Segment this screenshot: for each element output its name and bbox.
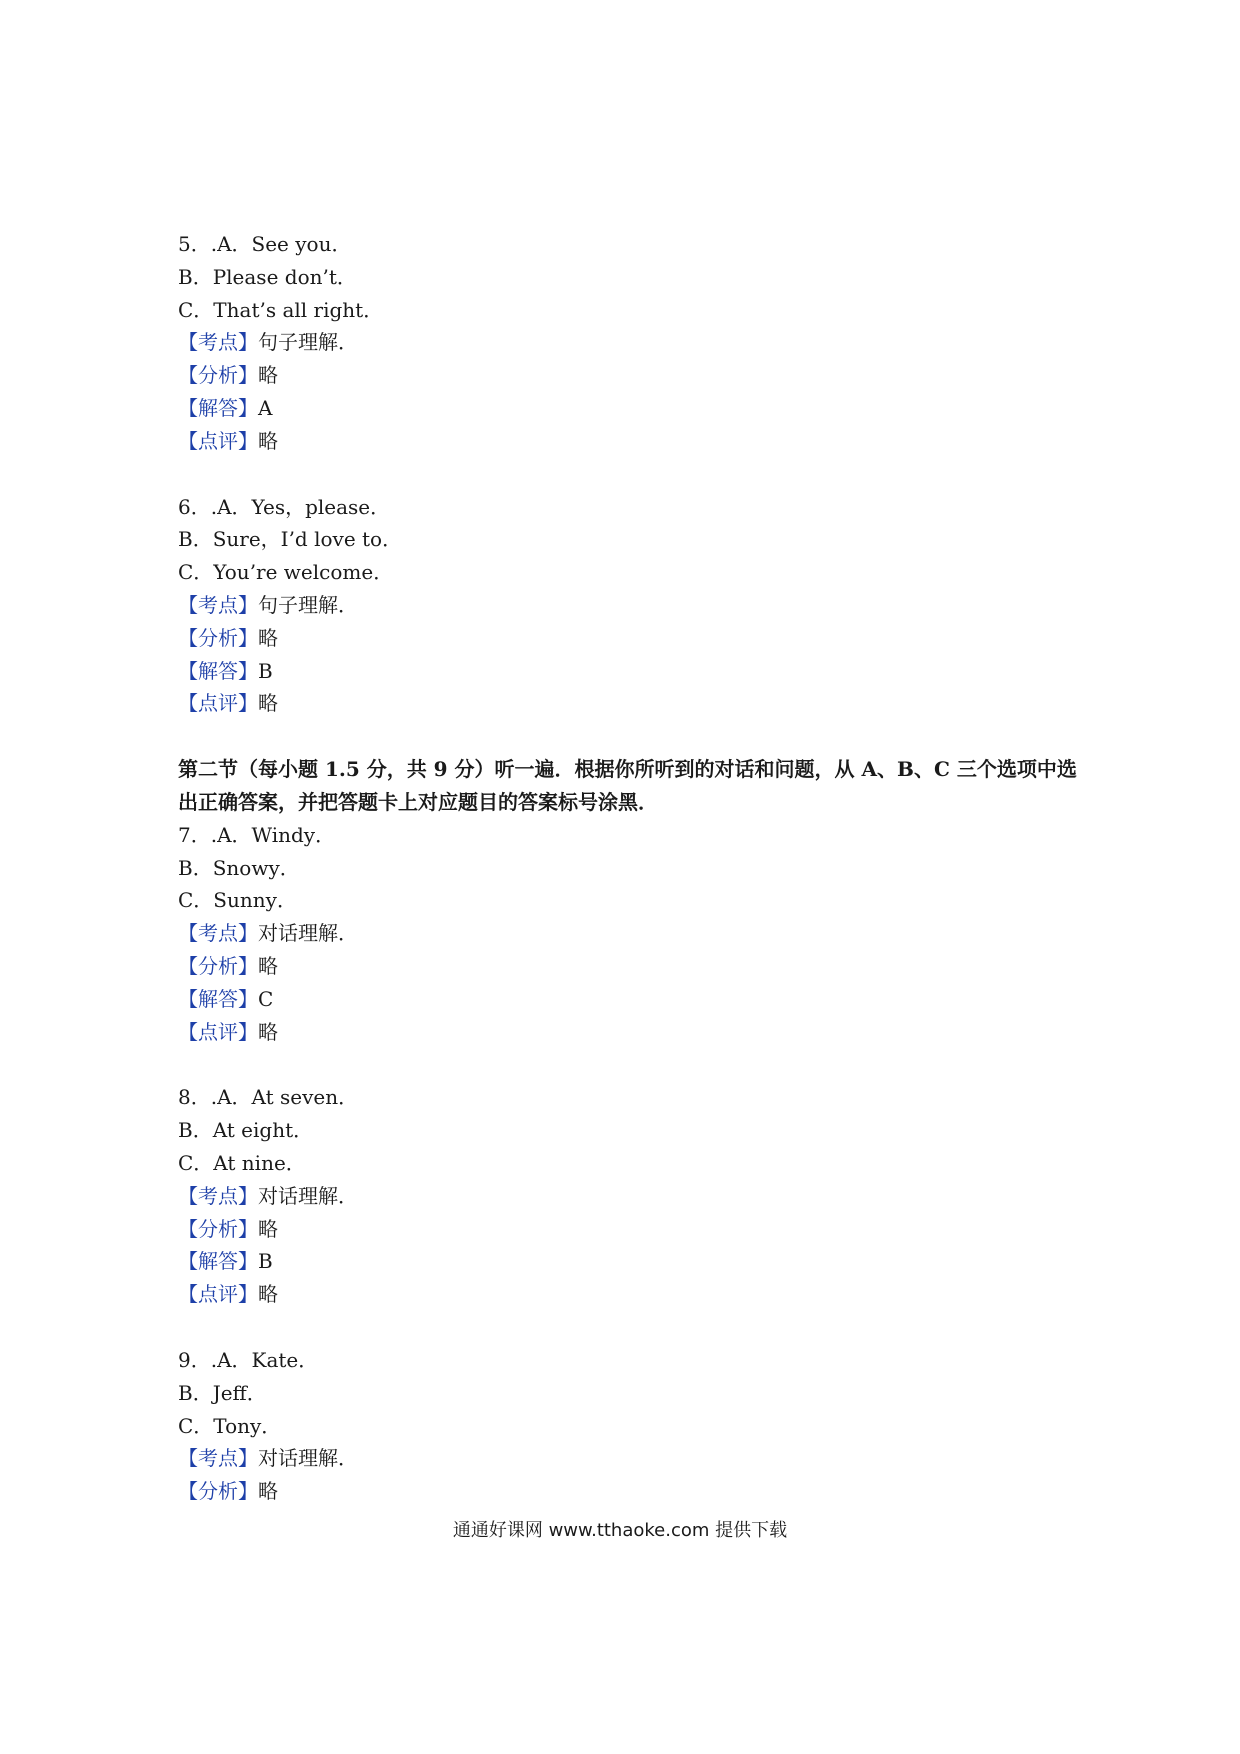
fenxi-row <box>178 1475 1078 1508</box>
fenxi-row <box>178 1213 1078 1246</box>
dianping-row <box>178 1278 1078 1311</box>
kaodian-value: 句子理解． <box>258 330 358 355</box>
kaodian-value: 句子理解． <box>258 592 358 617</box>
section-heading: 第二节（每小题 1.5 分，共 9 分）听一遍．根据你所听到的对话和问题，从 A、B、C 三个选项中选出正确答案，并把答题卡上对应题目的答案标号涂黑． <box>178 757 1077 814</box>
page-footer: 通通好课网 www.tthaoke.com 提供下载 <box>452 1520 788 1541</box>
jieda-row <box>178 983 1078 1016</box>
kaodian-label: 【考点】 <box>178 592 258 617</box>
kaodian-label: 【考点】 <box>178 921 258 946</box>
question-stem: 6．.A．Yes，please． <box>178 494 391 519</box>
fenxi-value: 略 <box>258 1216 278 1241</box>
jieda-label: 【解答】 <box>178 986 258 1011</box>
question-stem: 9．.A．Kate． <box>178 1347 319 1372</box>
option-c: C．You’re welcome． <box>178 560 394 585</box>
kaodian-label: 【考点】 <box>178 330 258 355</box>
option-b: B．At eight． <box>178 1118 314 1143</box>
jieda-row <box>178 655 1078 688</box>
jieda-label: 【解答】 <box>178 658 258 683</box>
question-8 <box>178 1081 1078 1311</box>
fenxi-row <box>178 622 1078 655</box>
spacer <box>178 458 1078 491</box>
dianping-value: 略 <box>258 1019 278 1044</box>
kaodian-row <box>178 1442 1078 1475</box>
question-stem: 8．.A．At seven． <box>178 1085 359 1110</box>
option-c: C．Tony． <box>178 1413 282 1438</box>
dianping-label: 【点评】 <box>178 1019 258 1044</box>
jieda-value: C <box>258 986 274 1011</box>
option-c: C．At nine． <box>178 1150 306 1175</box>
question-5 <box>178 228 1078 458</box>
option-c: C．That’s all right． <box>178 297 384 322</box>
question-6 <box>178 491 1078 721</box>
jieda-label: 【解答】 <box>178 395 258 420</box>
kaodian-value: 对话理解． <box>258 921 358 946</box>
dianping-value: 略 <box>258 1282 278 1307</box>
spacer <box>178 1311 1078 1344</box>
dianping-label: 【点评】 <box>178 428 258 453</box>
option-b: B．Snowy． <box>178 855 300 880</box>
jieda-row <box>178 392 1078 425</box>
jieda-value: A <box>258 395 273 420</box>
fenxi-label: 【分析】 <box>178 363 258 388</box>
question-7 <box>178 819 1078 1049</box>
dianping-label: 【点评】 <box>178 691 258 716</box>
fenxi-label: 【分析】 <box>178 625 258 650</box>
fenxi-value: 略 <box>258 953 278 978</box>
dianping-row <box>178 1016 1078 1049</box>
kaodian-label: 【考点】 <box>178 1446 258 1471</box>
jieda-label: 【解答】 <box>178 1249 258 1274</box>
dianping-label: 【点评】 <box>178 1282 258 1307</box>
fenxi-row <box>178 359 1078 392</box>
jieda-row <box>178 1245 1078 1278</box>
kaodian-row <box>178 917 1078 950</box>
fenxi-label: 【分析】 <box>178 1216 258 1241</box>
kaodian-label: 【考点】 <box>178 1183 258 1208</box>
question-stem: 5．.A．See you． <box>178 232 352 256</box>
kaodian-value: 对话理解． <box>258 1446 358 1471</box>
dianping-row <box>178 687 1078 720</box>
kaodian-row <box>178 1180 1078 1213</box>
option-b: B．Jeff． <box>178 1380 267 1405</box>
question-stem: 7．.A．Windy． <box>178 822 336 847</box>
dianping-value: 略 <box>258 691 278 716</box>
kaodian-row <box>178 589 1078 622</box>
dianping-value: 略 <box>258 428 278 453</box>
kaodian-value: 对话理解． <box>258 1183 358 1208</box>
option-c: C．Sunny． <box>178 888 297 913</box>
fenxi-row <box>178 950 1078 983</box>
dianping-row <box>178 425 1078 458</box>
option-b: B．Please don’t． <box>178 264 357 289</box>
option-b: B．Sure，I’d love to． <box>178 527 403 552</box>
jieda-value: B <box>258 1249 273 1274</box>
fenxi-value: 略 <box>258 363 278 388</box>
question-9 <box>178 1344 1078 1508</box>
kaodian-row <box>178 326 1078 359</box>
fenxi-label: 【分析】 <box>178 1479 258 1504</box>
document-body <box>178 228 1078 1508</box>
fenxi-label: 【分析】 <box>178 953 258 978</box>
spacer <box>178 720 1078 753</box>
spacer <box>178 1048 1078 1081</box>
fenxi-value: 略 <box>258 625 278 650</box>
jieda-value: B <box>258 658 273 683</box>
fenxi-value: 略 <box>258 1479 278 1504</box>
